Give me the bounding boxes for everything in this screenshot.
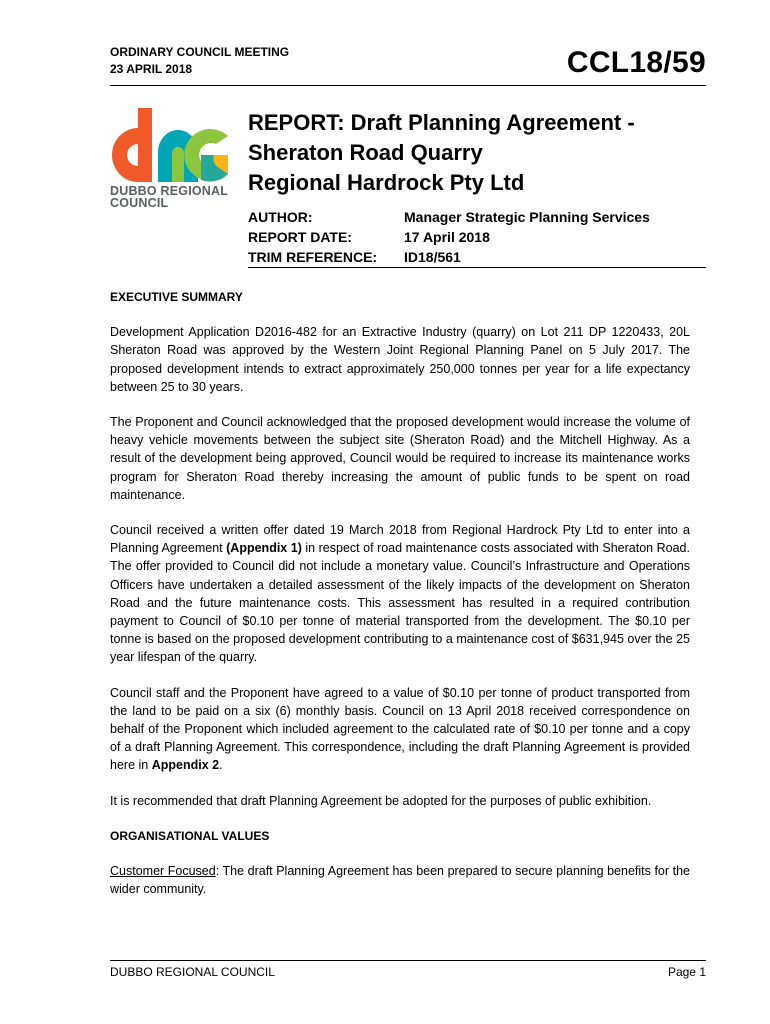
paragraph-4-part-b: . [219, 758, 223, 773]
paragraph-5: It is recommended that draft Planning Agreement be adopted for the purposes of public exhibition. [110, 793, 652, 808]
paragraph-3-part-a: Council received a written offer dated 19 March 2018 from Regional Hardrock Pty Ltd to enter into a Planning Agreement [110, 523, 690, 556]
trim-reference-value: ID18/561 [404, 249, 461, 265]
report-title [248, 108, 635, 198]
report-reference: CCL18/59 [566, 46, 706, 79]
meeting-date: 23 APRIL 2018 [110, 62, 193, 76]
paragraph-1: Development Application D2016-482 for an Extractive Industry (quarry) on Lot 211 DP 1220433, 20L Sheraton Road was approved by the Western Joint Regional Planning Panel on 5 July 2017. The proposed development intends to extract approximately 250,000 tonnes per year for a life expectancy between 25 to 30 years. [110, 325, 690, 394]
footer-organisation: DUBBO REGIONAL COUNCIL [110, 965, 275, 979]
footer-page-number: Page 1 [667, 965, 706, 979]
paragraph-3 [110, 521, 690, 667]
report-date-value: 17 April 2018 [404, 229, 490, 245]
paragraph-4 [110, 684, 690, 775]
trim-reference-label: TRIM REFERENCE: [248, 249, 378, 265]
organisational-values-heading: ORGANISATIONAL VALUES [110, 828, 270, 843]
appendix-2-reference: Appendix 2 [151, 758, 220, 773]
author-label: AUTHOR: [248, 209, 313, 225]
paragraph-4-part-a: Council staff and the Proponent have agreed to a value of $0.10 per tonne of product transported from the land to be paid on a six (6) monthly basis. Council on 13 April 2018 received correspondence on behalf of the Proponent which included agreement to the calculated rate of $0.10 per tonne and a copy of a draft Planning Agreement. This correspondence, including the draft Planning Agreement is provided here in [110, 685, 690, 773]
appendix-1-reference: (Appendix 1) [226, 541, 302, 556]
logo-line1: DUBBO REGIONAL [110, 184, 229, 198]
metadata-divider [248, 267, 706, 268]
paragraph-3-part-b: in respect of road maintenance costs associated with Sheraton Road. The offer provided to Council did not include a monetary value. Council’s Infrastructure and Operations Officers have undertaken a detailed assessment of the likely impacts of the development on Sheraton Road and the future maintenance costs. This assessment has resulted in a required contribution payment to Council of $0.10 per tonne of material transported from the development. The $0.10 per tonne is based on the proposed development contributing to a maintenance cost of $631,945 over the 25 year lifespan of the quarry. [110, 541, 690, 665]
customer-focused-label: Customer Focused [110, 864, 216, 879]
paragraph-2: The Proponent and Council acknowledged that the proposed development would increase the volume of heavy vehicle movements between the subject site (Sheraton Road) and the Mitchell Highway. As a result of the development being approved, Council would be required to increase its maintenance works program for Sheraton Road thereby increasing the amount of public funds to be spent on road maintenance. [110, 415, 690, 502]
paragraph-6-text: : The draft Planning Agreement has been prepared to secure planning benefits for the wider community. [110, 864, 690, 897]
header-divider [110, 85, 706, 86]
logo-line2: COUNCIL [110, 196, 169, 210]
meeting-title: ORDINARY COUNCIL MEETING [110, 45, 290, 59]
footer-divider [110, 960, 706, 961]
author-value: Manager Strategic Planning Services [404, 209, 650, 225]
executive-summary-heading: EXECUTIVE SUMMARY [110, 290, 243, 304]
report-title-line2: Sheraton Road Quarry [248, 140, 483, 165]
trim-reference-row [248, 247, 650, 267]
author-row [248, 207, 650, 227]
report-date-row [248, 227, 650, 247]
report-date-label: REPORT DATE: [248, 229, 352, 245]
report-title-line1: REPORT: Draft Planning Agreement - [248, 110, 635, 135]
report-body [110, 288, 690, 915]
council-logo-text [110, 185, 228, 209]
paragraph-6 [110, 862, 690, 898]
meeting-header [110, 44, 289, 78]
report-title-line3: Regional Hardrock Pty Ltd [248, 170, 525, 195]
report-metadata [248, 207, 650, 267]
